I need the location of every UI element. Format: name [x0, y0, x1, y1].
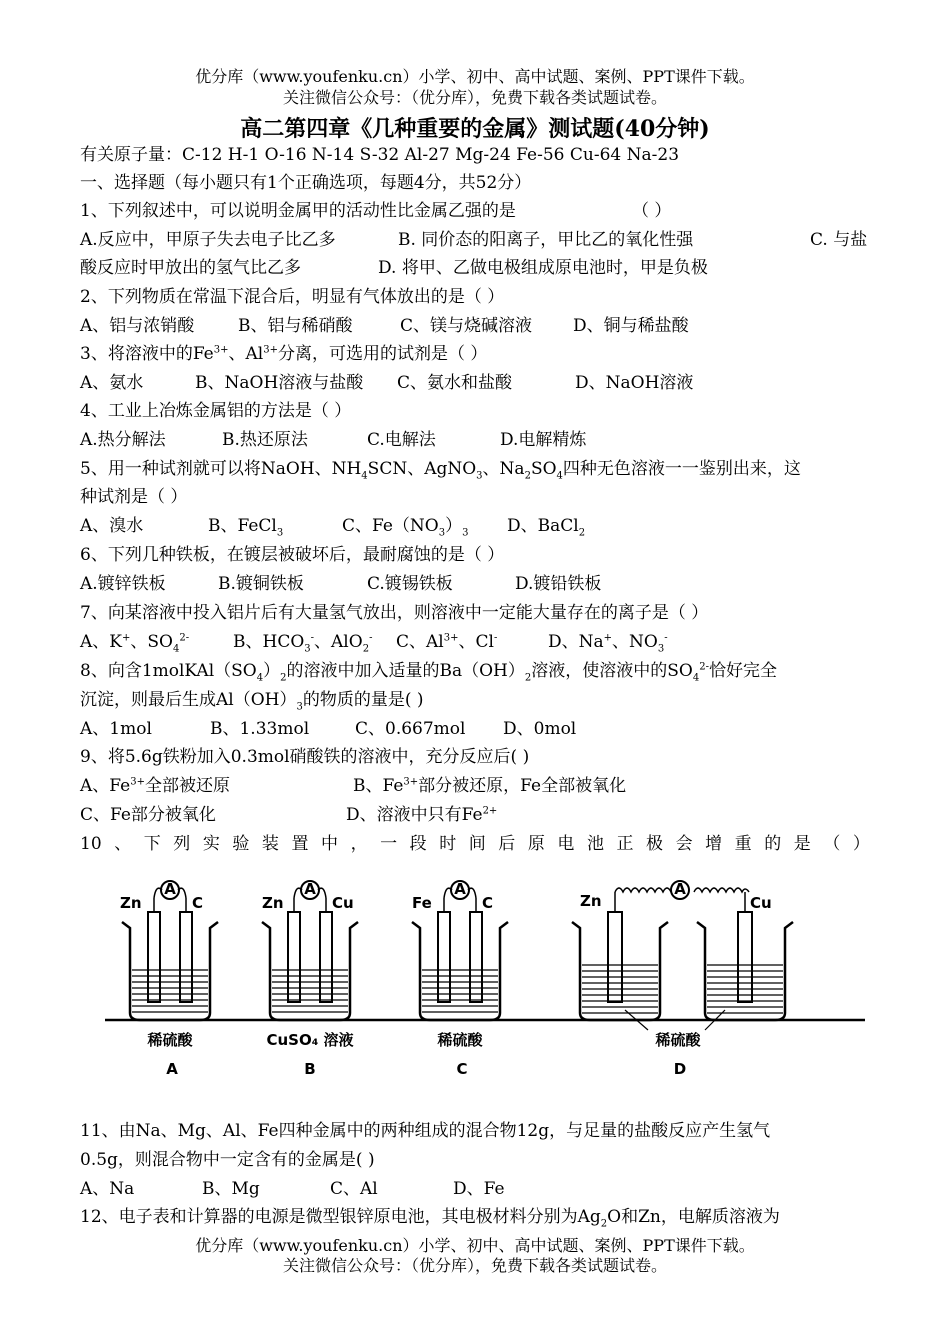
question-1-stem: 1、下列叙述中，可以说明金属甲的活动性比金属乙强的是: [80, 201, 516, 221]
setup-a-tag: A: [166, 1060, 178, 1078]
section-heading: 一、选择题（每小题只有1个正确选项，每题4分，共52分）: [80, 173, 532, 193]
q3-option-a: A、氨水: [80, 373, 144, 393]
question-5-stem: 5、用一种试剂就可以将NaOH、$NH_4SCN$、AgNO$_3$、$Na_2SO_4$四种无色溶液一一鉴别出来，这: [80, 459, 801, 482]
d-right-electrode: Cu: [750, 894, 772, 912]
b-left-electrode: Zn: [262, 894, 284, 912]
q4-option-d: D.电解精炼: [500, 430, 587, 450]
q6-option-a: A.镀锌铁板: [80, 574, 166, 594]
q6-option-c: C.镀锡铁板: [367, 574, 453, 594]
q11-option-b: B、Mg: [202, 1179, 260, 1199]
b-solution: CuSO₄ 溶液: [266, 1031, 354, 1049]
setup-d-tag: D: [673, 1060, 687, 1078]
question-2-stem: 2、下列物质在常温下混合后，明显有气体放出的是（ ）: [80, 287, 505, 307]
ammeter-c-label: A: [454, 880, 466, 898]
page-title: 高二第四章《几种重要的金属》测试题(40分钟): [240, 116, 710, 142]
header-line-1: 优分库（www.youfenku.cn）小学、初中、高中试题、案例、PPT课件下载。: [195, 67, 755, 86]
q1-option-c: C. 与盐: [810, 230, 868, 250]
question-11-stem-cont: 0.5g，则混合物中一定含有的金属是( ): [80, 1150, 375, 1170]
question-12-stem: 12、电子表和计算器的电源是微型银锌原电池，其电极材料分别为$Ag_2O$和Zn，电解质溶液为: [80, 1207, 780, 1230]
question-8-stem: 8、向含$1molKAl(SO_4)_2$的溶液中加入适量的$Ba(OH)_2$溶液，使溶液中的$SO_4^{2-}$恰好完全: [80, 661, 777, 684]
q4-option-b: B.热还原法: [222, 430, 308, 450]
q9-option-a: A、$Fe^{3+}$全部被还原: [80, 776, 230, 796]
q9-option-b: B、$Fe^{3+}$部分被还原，Fe全部被氧化: [353, 776, 627, 796]
q8-option-d: D、0mol: [503, 719, 577, 739]
q2-option-c: C、镁与烧碱溶液: [400, 316, 533, 336]
c-left-electrode: Fe: [412, 894, 432, 912]
question-4-stem: 4、工业上冶炼金属铝的方法是（ ）: [80, 401, 352, 421]
q1-option-a: A.反应中，甲原子失去电子比乙多: [80, 230, 336, 250]
q3-option-c: C、氨水和盐酸: [397, 373, 513, 393]
question-6-stem: 6、下列几种铁板，在镀层被破坏后，最耐腐蚀的是（ ）: [80, 545, 505, 565]
a-solution: 稀硫酸: [147, 1031, 193, 1049]
question-8-stem-cont: 沉淀，则最后生成$Al(OH)_3$的物质的量是( ): [80, 690, 424, 713]
q11-option-a: A、Na: [80, 1179, 135, 1199]
setup-b-tag: B: [304, 1060, 316, 1078]
q1-option-b: B. 同价态的阳离子，甲比乙的氧化性强: [398, 230, 694, 250]
q8-option-b: B、1.33mol: [210, 719, 310, 739]
q1-option-c-cont: 酸反应时甲放出的氢气比乙多: [80, 258, 301, 278]
q9-option-d: D、溶液中只有$Fe^{2+}$: [346, 805, 498, 825]
ammeter-b-label: A: [304, 880, 316, 898]
question-5-stem-cont: 种试剂是（ ）: [80, 487, 188, 507]
question-1-paren: （ ）: [632, 201, 672, 221]
q2-option-a: A、铝与浓销酸: [80, 316, 195, 336]
d-left-electrode: Zn: [580, 892, 602, 910]
q2-option-d: D、铜与稀盐酸: [573, 316, 689, 336]
footer-line-1: 优分库（www.youfenku.cn）小学、初中、高中试题、案例、PPT课件下载。: [195, 1236, 755, 1255]
a-right-electrode: C: [192, 894, 204, 912]
q6-option-d: D.镀铅铁板: [515, 574, 602, 594]
q3-option-d: D、NaOH溶液: [575, 373, 694, 393]
b-right-electrode: Cu: [332, 894, 354, 912]
c-solution: 稀硫酸: [437, 1031, 483, 1049]
q6-option-b: B.镀铜铁板: [218, 574, 304, 594]
a-left-electrode: Zn: [120, 894, 142, 912]
setup-c-tag: C: [456, 1060, 468, 1078]
q7-option-a: A、K+、$SO_4^{2-}$: [80, 632, 190, 655]
header-line-2: 关注微信公众号：（优分库），免费下载各类试题试卷。: [282, 88, 667, 107]
question-11-stem: 11、由Na、Mg、Al、Fe四种金属中的两种组成的混合物12g，与足量的盐酸反应产生氢气: [80, 1121, 771, 1141]
q8-option-c: C、0.667mol: [355, 719, 466, 739]
q7-option-b: B、$HCO_3^-$、AlO$_2$-: [233, 632, 373, 655]
question-7-stem: 7、向某溶液中投入铝片后有大量氢气放出，则溶液中一定能大量存在的离子是（ ）: [80, 603, 709, 623]
galvanic-cell-figure: [100, 870, 870, 1085]
q5-option-b: B、FeCl$_3$: [208, 516, 284, 539]
question-3-stem: 3、将溶液中的$Fe^{3+}$、$Al^{3+}$分离，可选用的试剂是（ ）: [80, 344, 488, 364]
atomic-masses: 有关原子量：C-12 H-1 O-16 N-14 S-32 Al-27 Mg-24 Fe-56 Cu-64 Na-23: [80, 145, 680, 165]
c-right-electrode: C: [482, 894, 494, 912]
ammeter-d-label: A: [674, 880, 686, 898]
question-10-stem: 10 、 下 列 实 验 装 置 中 ， 一 段 时 间 后 原 电 池 正 极 会 增 重 的 是 （ ）: [80, 834, 870, 854]
q2-option-b: B、铝与稀硝酸: [238, 316, 353, 336]
q4-option-a: A.热分解法: [80, 430, 166, 450]
galvanic-cell-diagram: [100, 870, 870, 1085]
q8-option-a: A、1mol: [80, 719, 152, 739]
q9-option-c: C、Fe部分被氧化: [80, 805, 216, 825]
q5-option-a: A、溴水: [80, 516, 144, 536]
q1-option-d: D. 将甲、乙做电极组成原电池时，甲是负极: [378, 258, 708, 278]
ammeter-a-label: A: [164, 880, 176, 898]
q7-option-d: D、Na+、$NO_3^-$: [548, 632, 668, 655]
q3-option-b: B、NaOH溶液与盐酸: [195, 373, 364, 393]
question-9-stem: 9、将5.6g铁粉加入0.3mol硝酸铁的溶液中，充分反应后( ): [80, 747, 530, 767]
q11-option-c: C、Al: [330, 1179, 378, 1199]
q5-option-c: C、$Fe(NO_3)_3$: [342, 516, 469, 539]
footer-line-2: 关注微信公众号：（优分库），免费下载各类试题试卷。: [282, 1256, 667, 1275]
d-solution: 稀硫酸: [655, 1031, 701, 1049]
q11-option-d: D、Fe: [453, 1179, 505, 1199]
q4-option-c: C.电解法: [367, 430, 436, 450]
q7-option-c: C、$Al^{3+}$、Cl-: [396, 632, 498, 652]
q5-option-d: D、BaCl$_2$: [507, 516, 586, 539]
